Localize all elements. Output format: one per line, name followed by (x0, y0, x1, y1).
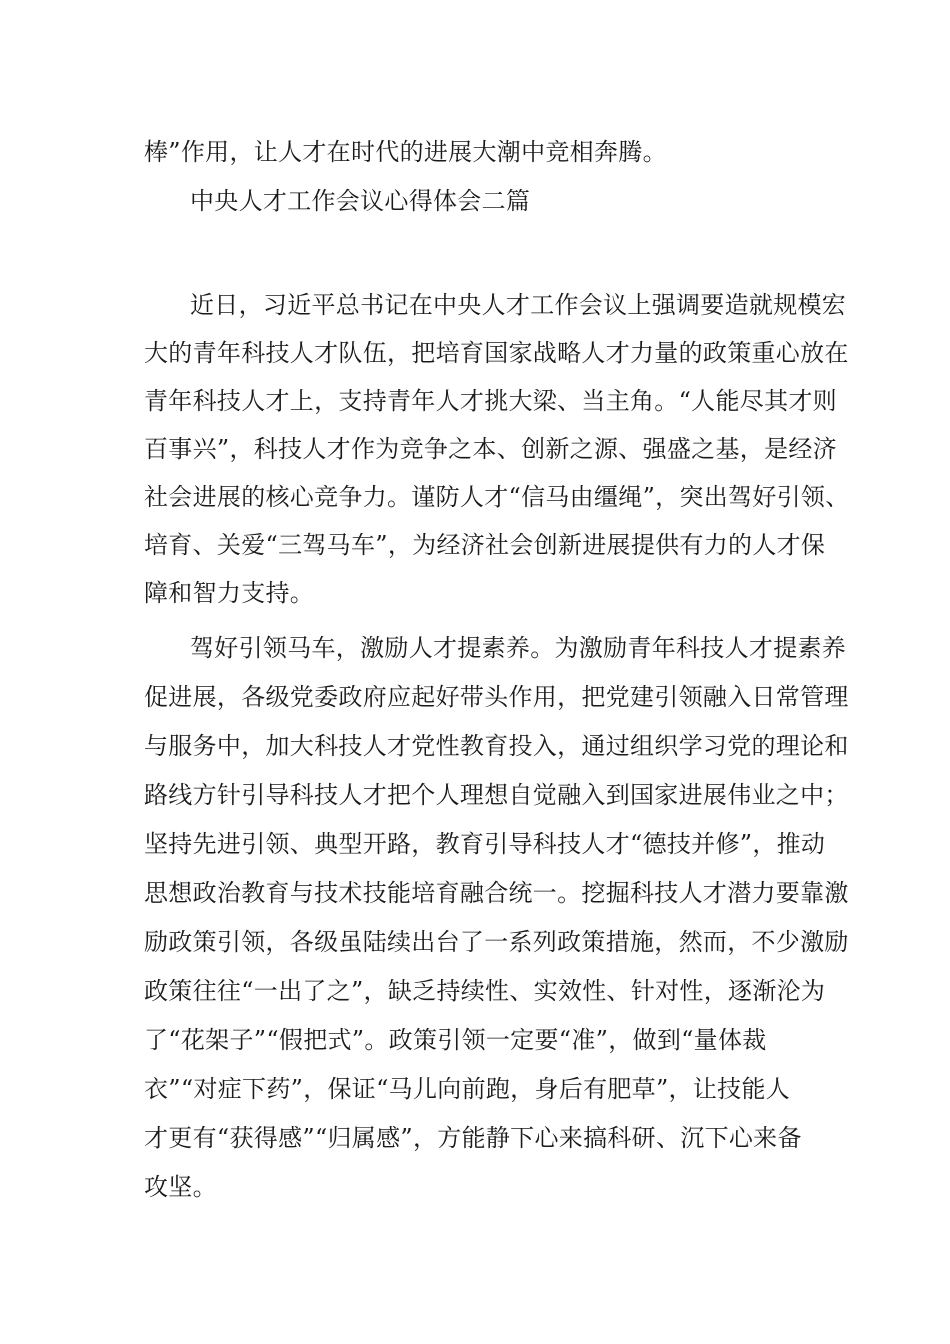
paragraph-line: 大的青年科技人才队伍，把培育国家战略人才力量的政策重心放在 (144, 339, 849, 367)
paragraph-line: 促进展，各级党委政府应起好带头作用，把党建引领融入日常管理 (144, 683, 849, 711)
paragraph-line: 思想政治教育与技术技能培育融合统一。挖掘科技人才潜力要靠激 (144, 879, 849, 907)
paragraph-line: 才更有“获得感”“归属感”，方能静下心来搞科研、沉下心来备 (144, 1124, 802, 1152)
section-heading: 中央人才工作会议心得体会二篇 (190, 187, 531, 215)
paragraph-line: 培育、关爱“三驾马车”，为经济社会创新进展提供有力的人才保 (144, 531, 826, 559)
paragraph-line: 了“花架子”“假把式”。政策引领一定要“准”，做到“量体裁 (144, 1026, 767, 1054)
paragraph-line: 路线方针引导科技人才把个人理想自觉融入到国家进展伟业之中； (144, 781, 849, 809)
paragraph-line: 障和智力支持。 (144, 579, 315, 607)
paragraph-line: 近日，习近平总书记在中央人才工作会议上强调要造就规模宏 (190, 291, 847, 319)
paragraph-line: 青年科技人才上，支持青年人才挑大梁、当主角。“人能尽其才则 (144, 387, 837, 415)
paragraph-line: 社会进展的核心竞争力。谨防人才“信马由缰绳”，突出驾好引领、 (144, 483, 850, 511)
paragraph-line: 百事兴”，科技人才作为竞争之本、创新之源、强盛之基，是经济 (144, 435, 837, 463)
paragraph-line: 与服务中，加大科技人才党性教育投入，通过组织学习党的理论和 (144, 732, 849, 760)
paragraph-line: 励政策引领，各级虽陆续出台了一系列政策措施，然而，不少激励 (144, 928, 849, 956)
paragraph-line: 驾好引领马车，激励人才提素养。为激励青年科技人才提素养 (190, 634, 847, 662)
carry-over-line: 棒”作用，让人才在时代的进展大潮中竞相奔腾。 (144, 138, 667, 166)
paragraph-line: 坚持先进引领、典型开路，教育引导科技人才“德技并修”，推动 (144, 830, 826, 858)
paragraph-line: 衣”“对症下药”，保证“马儿向前跑，身后有肥草”，让技能人 (144, 1075, 791, 1103)
paragraph-line: 攻坚。 (144, 1173, 217, 1201)
paragraph-line: 政策往往“一出了之”，缺乏持续性、实效性、针对性，逐渐沦为 (144, 977, 826, 1005)
